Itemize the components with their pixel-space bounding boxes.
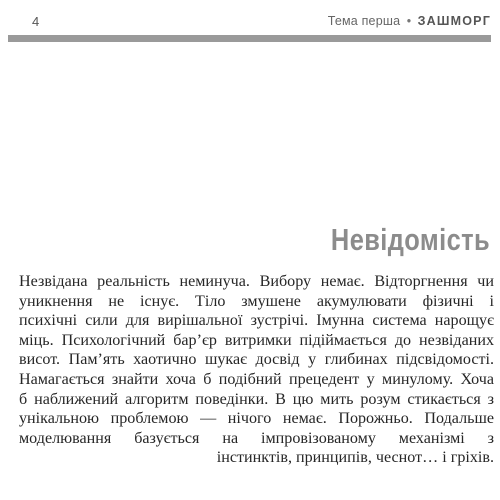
body-line: інстинктів, принципів, чеснот… і гріхів. [216, 449, 494, 467]
body-line: Намагається знайти хоча б подібний прецедент у минулому. Хоча [19, 370, 494, 388]
section-title: Невідомість [330, 222, 490, 257]
body-line: унікальною проблемою — нічого немає. Порожньо. Подальше [19, 410, 494, 428]
running-header [8, 10, 491, 32]
body-line: Незвідана реальність неминуча. Вибору немає. Відторгнення чи [19, 273, 494, 290]
body-line: міць. Психологічний бар’єр витримки підіймається до незвіданих [19, 331, 494, 349]
body-line: висот. Пам’ять хаотично шукає досвід у глибинах підсвідомості. [19, 351, 494, 369]
header-rule [8, 35, 491, 42]
body-line: уникнення не існує. Тіло змушене акумулювати фізичні і [19, 292, 494, 310]
header-separator: • [406, 14, 412, 28]
body-line: моделювання базується на імпровізованому механізмі з [19, 429, 494, 447]
body-line: б наближений алгоритм поведінки. В цю мить розум стикається з [19, 390, 494, 408]
running-head-title [328, 14, 491, 28]
page-number: 4 [32, 14, 40, 29]
topic-label: Тема перша [327, 14, 401, 28]
body-line: психічні сили для вирішальної зустрічі. Імунна система нарощує [19, 312, 494, 330]
body-paragraph [19, 272, 494, 468]
chapter-label: ЗАШМОРГ [417, 14, 491, 28]
